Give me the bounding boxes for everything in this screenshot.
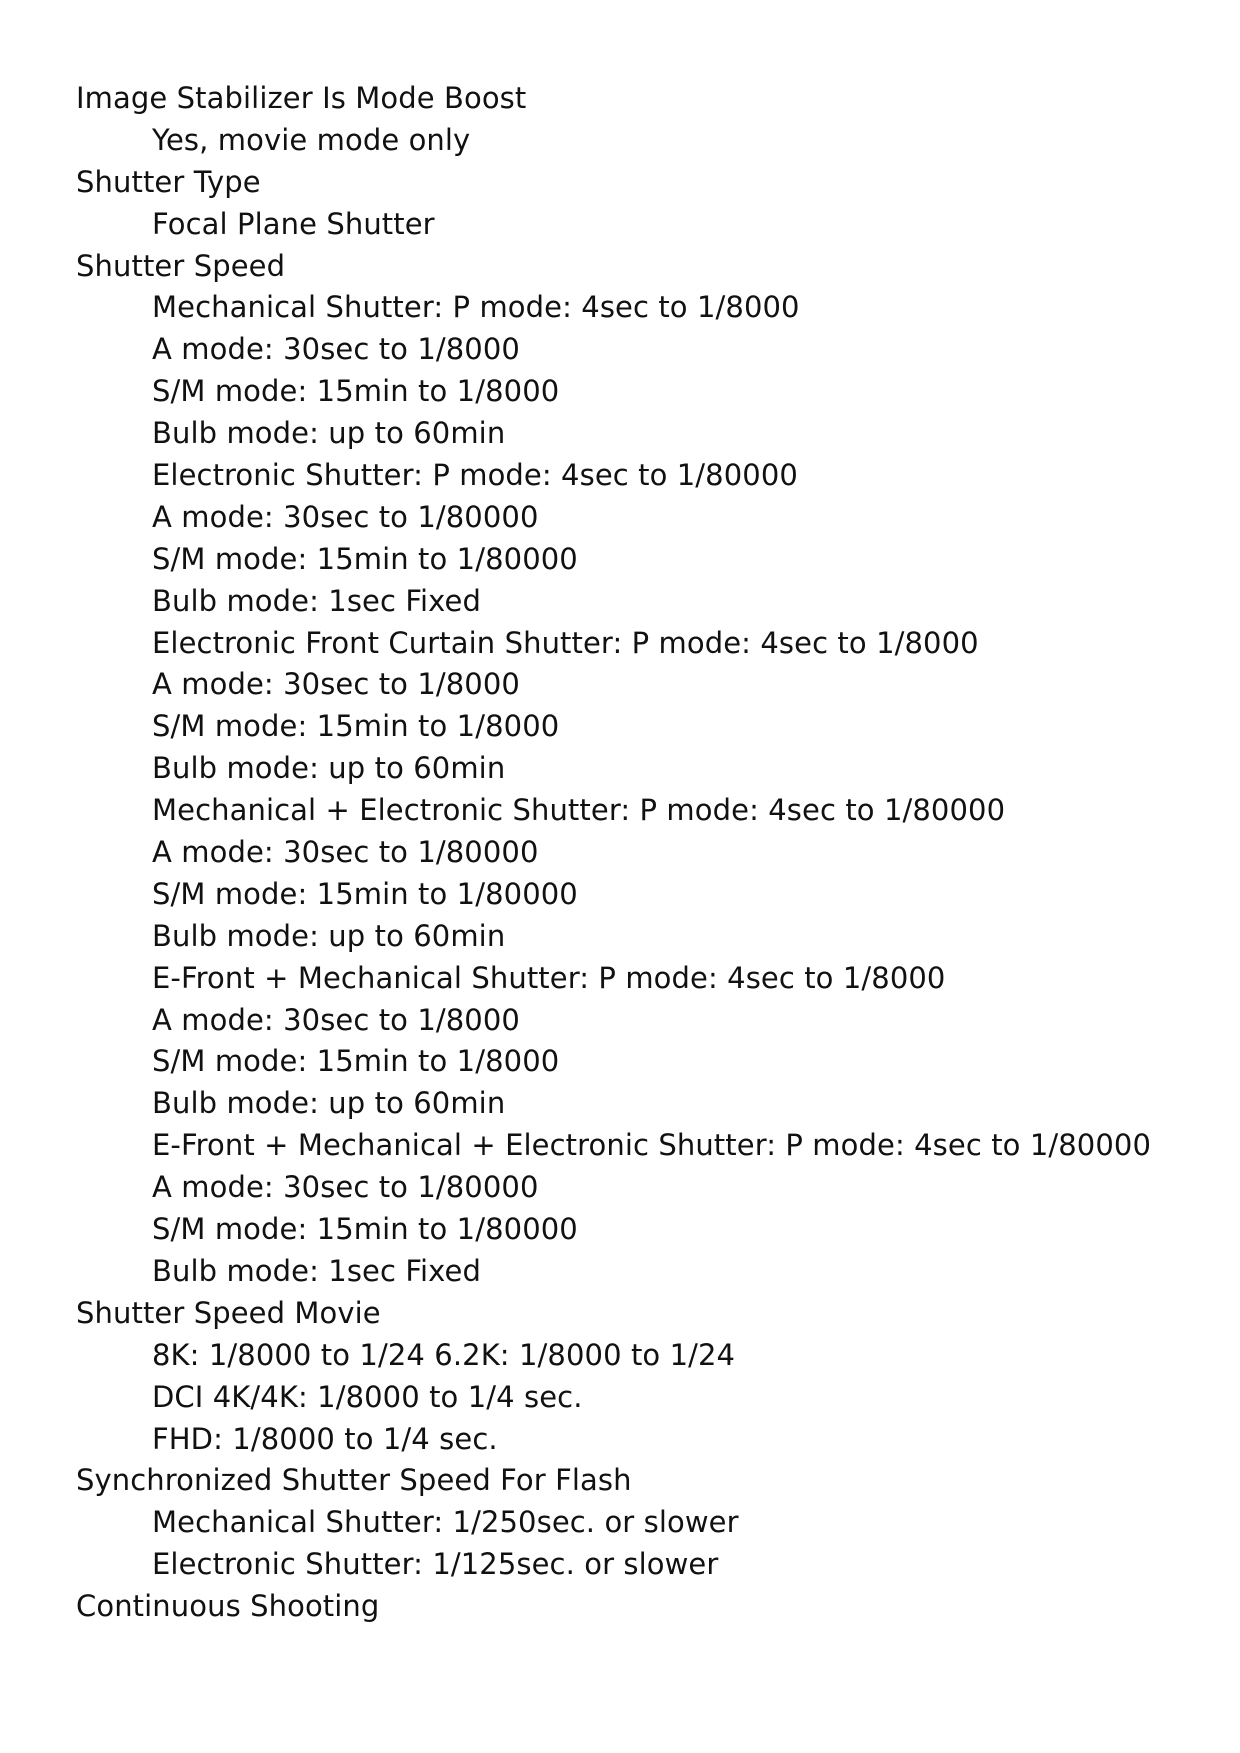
spec-value: Mechanical + Electronic Shutter: P mode: 4sec to 1/80000 (152, 793, 1006, 828)
spec-document (76, 78, 1216, 1628)
spec-value: Yes, movie mode only (152, 122, 471, 157)
spec-value: A mode: 30sec to 1/80000 (152, 499, 539, 534)
spec-value: S/M mode: 15min to 1/80000 (152, 1212, 578, 1247)
spec-value: Bulb mode: 1sec Fixed (152, 1253, 482, 1288)
spec-heading: Image Stabilizer Is Mode Boost (76, 81, 527, 115)
spec-value: Bulb mode: up to 60min (152, 918, 506, 953)
spec-value: S/M mode: 15min to 1/80000 (152, 541, 578, 576)
spec-value: Bulb mode: up to 60min (152, 751, 506, 786)
spec-value: Electronic Front Curtain Shutter: P mode: 4sec to 1/8000 (152, 625, 979, 660)
spec-heading: Shutter Speed Movie (76, 1295, 381, 1330)
spec-value: S/M mode: 15min to 1/8000 (152, 374, 560, 409)
spec-value: DCI 4K/4K: 1/8000 to 1/4 sec. (152, 1379, 583, 1414)
spec-value: FHD: 1/8000 to 1/4 sec. (152, 1421, 498, 1456)
spec-heading: Synchronized Shutter Speed For Flash (76, 1463, 632, 1498)
spec-value: A mode: 30sec to 1/80000 (152, 835, 539, 870)
spec-value: Focal Plane Shutter (152, 206, 435, 241)
spec-value: Mechanical Shutter: P mode: 4sec to 1/8000 (152, 290, 800, 325)
spec-value: Bulb mode: up to 60min (152, 1086, 506, 1121)
spec-value: Electronic Shutter: 1/125sec. or slower (152, 1547, 719, 1582)
spec-value: 8K: 1/8000 to 1/24 6.2K: 1/8000 to 1/24 (152, 1337, 736, 1372)
spec-value: Mechanical Shutter: 1/250sec. or slower (152, 1505, 739, 1540)
spec-heading: Shutter Speed (76, 248, 286, 283)
spec-value: Bulb mode: up to 60min (152, 416, 506, 451)
spec-value: A mode: 30sec to 1/8000 (152, 1002, 520, 1037)
spec-value: S/M mode: 15min to 1/80000 (152, 876, 578, 911)
spec-value: A mode: 30sec to 1/8000 (152, 332, 520, 367)
spec-value: Bulb mode: 1sec Fixed (152, 583, 482, 618)
spec-value: E-Front + Mechanical + Electronic Shutter: P mode: 4sec to 1/80000 (152, 1128, 1151, 1163)
spec-value: A mode: 30sec to 1/8000 (152, 667, 520, 702)
spec-value: Electronic Shutter: P mode: 4sec to 1/80000 (152, 458, 798, 493)
spec-value: A mode: 30sec to 1/80000 (152, 1170, 539, 1205)
spec-value: S/M mode: 15min to 1/8000 (152, 1044, 560, 1079)
spec-value: E-Front + Mechanical Shutter: P mode: 4sec to 1/8000 (152, 960, 946, 995)
spec-value: S/M mode: 15min to 1/8000 (152, 709, 560, 744)
spec-heading: Continuous Shooting (76, 1589, 380, 1624)
spec-heading: Shutter Type (76, 164, 261, 199)
